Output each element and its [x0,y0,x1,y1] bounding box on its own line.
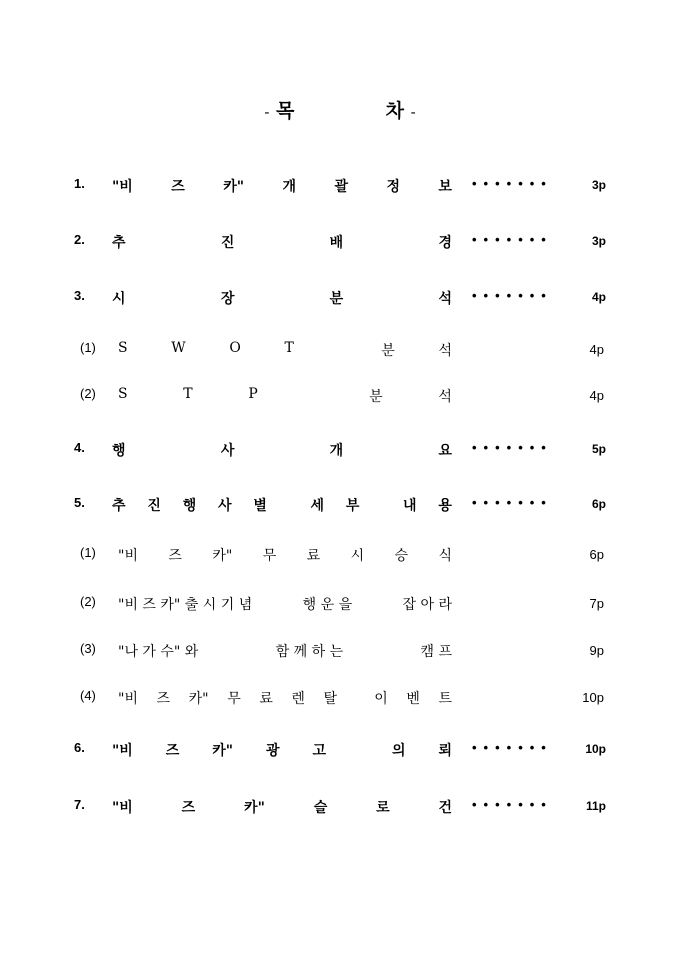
entry-label: S W O T 분 석 [118,340,452,359]
page-number: 4p [589,388,604,403]
leader-dots: ••••••• [472,495,553,510]
entry-label: 행 사 개 요 [112,443,452,459]
page-number: 9p [589,643,604,658]
page-number: 11p [585,799,606,813]
entry-label: 추 진 행 사 별 세 부 내 용 [112,498,452,514]
entry-number: 5. [74,495,85,510]
entry-label: "비 즈 카" 슬 로 건 [112,800,452,816]
leader-dots: ••••••• [472,797,553,812]
toc-subentry-5-4 [0,688,680,712]
title-word-2: 차 [385,100,404,122]
page-number: 5p [591,442,606,456]
title-dash-right: - [410,103,416,121]
page-number: 10p [585,742,606,756]
page-number: 10p [582,690,604,705]
entry-number: (3) [80,641,96,656]
entry-number: 3. [74,288,85,303]
page-number: 4p [591,290,606,304]
toc-entry-3 [0,288,680,312]
entry-number: (4) [80,688,96,703]
page-number: 6p [589,547,604,562]
entry-number: 7. [74,797,85,812]
title-dash-left: - [264,103,270,121]
page-number: 6p [591,497,606,511]
toc-subentry-5-2 [0,594,680,618]
entry-label: S T P 분 석 [118,386,452,405]
entry-label: 추 진 배 경 [112,235,452,251]
toc-subentry-3-1 [0,340,680,364]
leader-dots: ••••••• [472,740,553,755]
page-number: 4p [589,342,604,357]
entry-number: 1. [74,176,85,191]
toc-entry-1 [0,176,680,200]
toc-subentry-3-2 [0,386,680,410]
toc-subentry-5-3 [0,641,680,665]
entry-number: (1) [80,340,96,355]
leader-dots: ••••••• [472,176,553,191]
entry-number: (1) [80,545,96,560]
entry-number: (2) [80,594,96,609]
toc-entry-4 [0,440,680,464]
title-word-1: 목 [276,100,295,122]
leader-dots: ••••••• [472,288,553,303]
toc-entry-7 [0,797,680,821]
entry-number: (2) [80,386,96,401]
toc-title [0,96,680,123]
toc-entry-2 [0,232,680,256]
entry-label: "비 즈 카" 광 고 의 뢰 [112,743,452,759]
page-number: 7p [589,596,604,611]
entry-label: "나 가 수" 와 함 께 하 는 캠 프 [118,644,452,660]
toc-subentry-5-1 [0,545,680,569]
entry-number: 4. [74,440,85,455]
entry-label: 시 장 분 석 [112,291,452,307]
entry-label: "비 즈 카" 개 괄 정 보 [112,179,452,195]
entry-number: 2. [74,232,85,247]
toc-entry-6 [0,740,680,764]
page-number: 3p [591,234,606,248]
leader-dots: ••••••• [472,440,553,455]
entry-number: 6. [74,740,85,755]
entry-label: "비 즈 카" 무 료 시 승 식 [118,548,452,564]
toc-entry-5 [0,495,680,519]
entry-label: "비 즈 카" 출 시 기 념 행 운 을 잡 아 라 [118,597,452,613]
leader-dots: ••••••• [472,232,553,247]
page-number: 3p [591,178,606,192]
entry-label: "비 즈 카" 무 료 렌 탈 이 벤 트 [118,691,452,707]
